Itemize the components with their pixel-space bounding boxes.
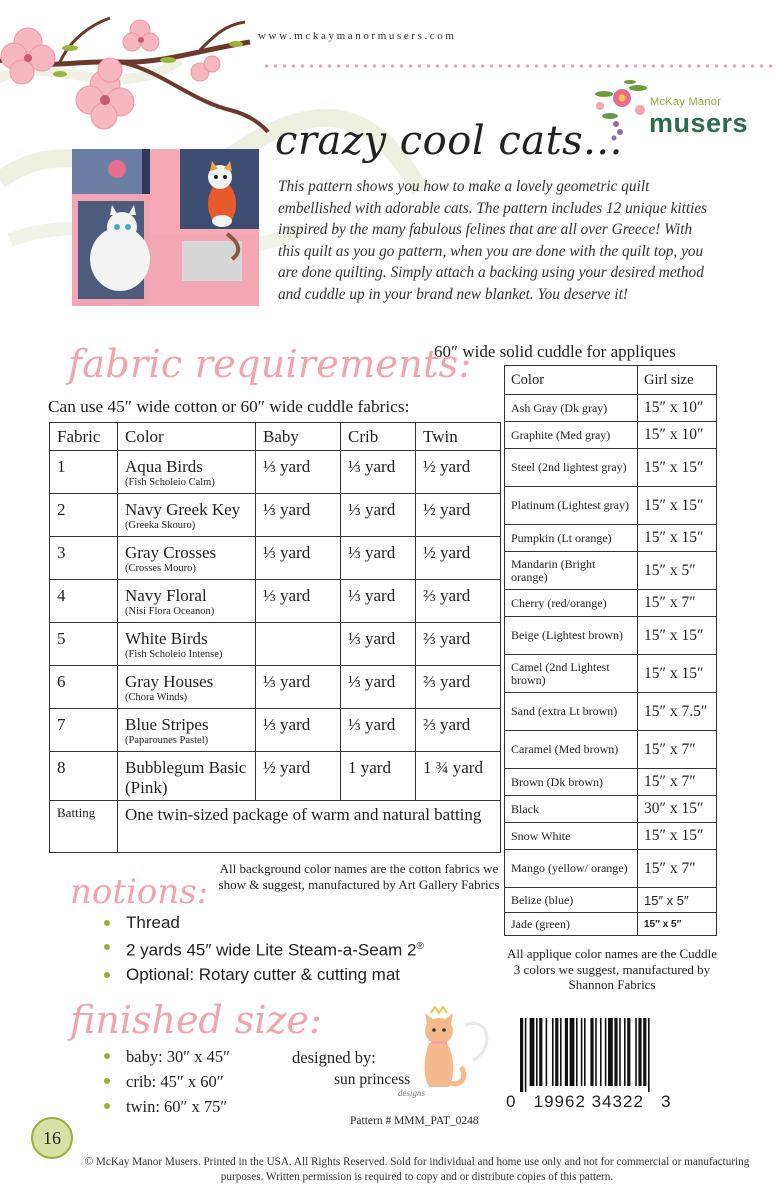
applique-size: 15″ x 10″ bbox=[638, 395, 717, 422]
fabric-requirements-heading: fabric requirements: bbox=[68, 342, 472, 386]
table-row bbox=[505, 796, 717, 823]
table-row bbox=[505, 395, 717, 422]
table-header-row bbox=[505, 366, 717, 395]
list-item: Optional: Rotary cutter & cutting mat bbox=[100, 963, 424, 987]
fabric-note-top: Can use 45″ wide cotton or 60″ wide cuddle fabrics: bbox=[48, 397, 410, 416]
barcode-bar bbox=[525, 1018, 527, 1092]
applique-size: 15″ x 10″ bbox=[638, 422, 717, 449]
notions-list bbox=[100, 911, 424, 987]
fabric-number: 1 bbox=[50, 451, 118, 494]
barcode-bar bbox=[576, 1018, 578, 1086]
batting-text: One twin-sized package of warm and natural batting bbox=[118, 801, 501, 853]
logo-text-big: musers bbox=[649, 108, 749, 138]
applique-size: 15″ x 15″ bbox=[638, 655, 717, 693]
applique-size: 15″ x 15″ bbox=[638, 449, 717, 487]
table-row bbox=[50, 494, 501, 537]
list-item: baby: 30″ x 45″ bbox=[100, 1044, 230, 1069]
list-item bbox=[100, 935, 424, 963]
barcode-bar bbox=[638, 1018, 641, 1086]
barcode bbox=[520, 1018, 715, 1092]
color-subname: (Crosses Mouro) bbox=[125, 563, 196, 574]
applique-color: Black bbox=[505, 796, 638, 823]
color-name: Gray Houses bbox=[125, 672, 214, 691]
table-row bbox=[505, 617, 717, 655]
applique-fabric-note: All applique color names are the Cuddle 3 colors we suggest, manufactured by Shannon Fabrics bbox=[506, 946, 718, 992]
baby-amount: ½ yard bbox=[256, 752, 341, 801]
fabric-color: Bubblegum Basic (Pink) bbox=[118, 752, 256, 801]
applique-color: Pumpkin (Lt orange) bbox=[505, 525, 638, 552]
applique-size: 15″ x 7″ bbox=[638, 590, 717, 617]
column-header: Fabric bbox=[50, 423, 118, 451]
table-row bbox=[50, 580, 501, 623]
column-header: Color bbox=[118, 423, 256, 451]
table-row bbox=[505, 552, 717, 590]
table-row bbox=[505, 913, 717, 936]
column-header: Color bbox=[505, 366, 638, 395]
table-row bbox=[505, 525, 717, 552]
barcode-bar bbox=[552, 1018, 554, 1086]
twin-amount: ⅔ yard bbox=[416, 580, 501, 623]
twin-amount: ⅔ yard bbox=[416, 709, 501, 752]
table-row bbox=[50, 451, 501, 494]
dotted-divider bbox=[262, 63, 777, 69]
barcode-bar bbox=[555, 1018, 558, 1086]
crib-amount: 1 yard bbox=[341, 752, 416, 801]
color-name: White Birds bbox=[125, 629, 208, 648]
logo-text-small: McKay Manor bbox=[650, 96, 722, 108]
fabric-color bbox=[118, 666, 256, 709]
crib-amount: ⅓ yard bbox=[341, 494, 416, 537]
finished-size-heading: finished size: bbox=[70, 998, 322, 1042]
applique-color: Jade (green) bbox=[505, 913, 638, 936]
color-name: Gray Crosses bbox=[125, 543, 217, 562]
barcode-bar bbox=[614, 1018, 617, 1086]
fabric-table bbox=[49, 422, 501, 853]
barcode-bar bbox=[619, 1018, 621, 1086]
applique-size: 15″ x 7″ bbox=[638, 769, 717, 796]
table-row bbox=[505, 487, 717, 525]
fabric-number: 2 bbox=[50, 494, 118, 537]
page-title: crazy cool cats... bbox=[275, 118, 623, 164]
finished-size-list bbox=[100, 1044, 230, 1119]
fabric-number: 3 bbox=[50, 537, 118, 580]
fabric-number: 8 bbox=[50, 752, 118, 801]
color-name: Blue Stripes bbox=[125, 715, 209, 734]
applique-size: 15″ x 7″ bbox=[638, 850, 717, 888]
twin-amount: ½ yard bbox=[416, 494, 501, 537]
applique-color: Belize (blue) bbox=[505, 888, 638, 913]
baby-amount: ⅓ yard bbox=[256, 451, 341, 494]
applique-color: Camel (2nd Lightest brown) bbox=[505, 655, 638, 693]
applique-color: Snow White bbox=[505, 823, 638, 850]
cuddle-heading: 60″ wide solid cuddle for appliques bbox=[434, 342, 676, 361]
page-number: 16 bbox=[31, 1117, 73, 1159]
sun-princess-cat-logo bbox=[405, 1005, 495, 1100]
table-row bbox=[50, 666, 501, 709]
baby-amount: ⅓ yard bbox=[256, 494, 341, 537]
registered-mark: ® bbox=[416, 941, 424, 952]
baby-amount: ⅓ yard bbox=[256, 666, 341, 709]
baby-amount: ⅓ yard bbox=[256, 580, 341, 623]
copyright-notice: © McKay Manor Musers. Printed in the USA. All Rights Reserved. Sold for individual and home use only and not for commercial or manufacturing purposes. Written permission is required to copy and or distribute copies of this pattern. bbox=[84, 1156, 750, 1183]
table-row bbox=[50, 752, 501, 801]
barcode-bar bbox=[584, 1018, 586, 1086]
crib-amount: ⅓ yard bbox=[341, 537, 416, 580]
pattern-description: This pattern shows you how to make a lovely geometric quilt embellished with adorable cats. The pattern includes 12 unique kitties inspired by the many fabulous felines that are all over Greece! With this quilt as you go pattern, when you are done with the quilt top, you are done quilting. Simply attach a backing using your desired method and cuddle up in your brand new blanket. You deserve it! bbox=[278, 178, 708, 303]
background-fabric-note: All background color names are the cotton fabrics we show & suggest, manufactured by Art Gallery Fabrics bbox=[218, 861, 500, 892]
table-row bbox=[50, 623, 501, 666]
applique-color: Caramel (Med brown) bbox=[505, 731, 638, 769]
applique-size: 15″ x 5″ bbox=[638, 913, 717, 936]
barcode-bar bbox=[643, 1018, 646, 1086]
twin-amount: 1 ¾ yard bbox=[416, 752, 501, 801]
applique-size: 15″ x 7.5″ bbox=[638, 693, 717, 731]
fabric-color bbox=[118, 580, 256, 623]
barcode-bar bbox=[648, 1018, 650, 1092]
applique-color: Ash Gray (Dk gray) bbox=[505, 395, 638, 422]
barcode-bar bbox=[560, 1018, 562, 1086]
crib-amount: ⅓ yard bbox=[341, 666, 416, 709]
fabric-number: 7 bbox=[50, 709, 118, 752]
batting-row bbox=[50, 801, 501, 853]
barcode-bar bbox=[590, 1018, 593, 1086]
list-item: Thread bbox=[100, 911, 424, 935]
fabric-color bbox=[118, 709, 256, 752]
table-row bbox=[505, 590, 717, 617]
applique-size: 15″ x 7″ bbox=[638, 731, 717, 769]
crib-amount: ⅓ yard bbox=[341, 580, 416, 623]
twin-amount: ⅔ yard bbox=[416, 623, 501, 666]
applique-color: Brown (Dk brown) bbox=[505, 769, 638, 796]
barcode-bar bbox=[565, 1018, 568, 1086]
table-row bbox=[505, 449, 717, 487]
color-name: Navy Floral bbox=[125, 586, 207, 605]
applique-color: Sand (extra Lt brown) bbox=[505, 693, 638, 731]
crib-amount: ⅓ yard bbox=[341, 451, 416, 494]
baby-amount: ⅓ yard bbox=[256, 709, 341, 752]
applique-size: 15″ x 5″ bbox=[638, 888, 717, 913]
applique-color: Beige (Lightest brown) bbox=[505, 617, 638, 655]
color-subname: (Paparounes Pastel) bbox=[125, 735, 209, 746]
barcode-bar bbox=[635, 1018, 637, 1086]
website-url[interactable]: www.mckaymanormusers.com bbox=[258, 30, 457, 42]
applique-size: 15″ x 15″ bbox=[638, 823, 717, 850]
applique-size: 15″ x 15″ bbox=[638, 617, 717, 655]
table-row bbox=[50, 709, 501, 752]
applique-color: Graphite (Med gray) bbox=[505, 422, 638, 449]
barcode-bar bbox=[605, 1018, 607, 1086]
applique-size: 15″ x 5″ bbox=[638, 552, 717, 590]
twin-amount: ½ yard bbox=[416, 451, 501, 494]
applique-size: 30″ x 15″ bbox=[638, 796, 717, 823]
notions-heading: notions: bbox=[70, 872, 209, 912]
table-row bbox=[50, 537, 501, 580]
pattern-number: Pattern # MMM_PAT_0248 bbox=[350, 1115, 479, 1127]
applique-color: Mango (yellow/ orange) bbox=[505, 850, 638, 888]
table-header-row bbox=[50, 423, 501, 451]
list-item-text: 2 yards 45″ wide Lite Steam-a-Seam 2 bbox=[126, 940, 417, 960]
list-item: crib: 45″ x 60″ bbox=[100, 1069, 230, 1094]
column-header: Crib bbox=[341, 423, 416, 451]
barcode-bar bbox=[520, 1018, 523, 1092]
baby-amount bbox=[256, 623, 341, 666]
barcode-bar bbox=[581, 1018, 583, 1086]
fabric-number: 6 bbox=[50, 666, 118, 709]
barcode-bar bbox=[530, 1018, 535, 1086]
barcode-number: 0 19962 34322 3 bbox=[506, 1092, 672, 1111]
fabric-color bbox=[118, 451, 256, 494]
table-row bbox=[505, 655, 717, 693]
table-row bbox=[505, 731, 717, 769]
color-subname: (Fish Scholeio Intense) bbox=[125, 649, 223, 660]
crib-amount: ⅓ yard bbox=[341, 709, 416, 752]
list-item: twin: 60″ x 75″ bbox=[100, 1094, 230, 1119]
applique-color: Mandarin (Bright orange) bbox=[505, 552, 638, 590]
table-row bbox=[505, 888, 717, 913]
table-row bbox=[505, 693, 717, 731]
batting-label: Batting bbox=[50, 801, 118, 853]
applique-color: Platinum (Lightest gray) bbox=[505, 487, 638, 525]
cherry-blossom-branch bbox=[0, 0, 300, 160]
barcode-bar bbox=[546, 1018, 548, 1086]
table-row bbox=[505, 422, 717, 449]
baby-amount: ⅓ yard bbox=[256, 537, 341, 580]
designer-sub: designs bbox=[398, 1088, 425, 1098]
barcode-bar bbox=[595, 1018, 597, 1086]
color-name: Aqua Birds bbox=[125, 457, 203, 476]
fabric-color bbox=[118, 494, 256, 537]
color-subname: (Nisi Flora Oceanon) bbox=[125, 606, 215, 617]
designer-name: sun princess bbox=[334, 1071, 411, 1088]
fabric-color bbox=[118, 623, 256, 666]
barcode-bar bbox=[600, 1018, 602, 1086]
twin-amount: ⅔ yard bbox=[416, 666, 501, 709]
column-header: Baby bbox=[256, 423, 341, 451]
table-row bbox=[505, 823, 717, 850]
color-subname: (Greeka Skouro) bbox=[125, 520, 196, 531]
color-name: Navy Greek Key bbox=[125, 500, 241, 519]
crib-amount: ⅓ yard bbox=[341, 623, 416, 666]
barcode-bar bbox=[570, 1018, 575, 1086]
color-subname: (Chora Winds) bbox=[125, 692, 188, 703]
designed-by-label: designed by: bbox=[292, 1048, 376, 1067]
column-header: Twin bbox=[416, 423, 501, 451]
table-row bbox=[505, 850, 717, 888]
applique-color: Steel (2nd lightest gray) bbox=[505, 449, 638, 487]
quilt-cats-illustration bbox=[72, 149, 259, 306]
column-header: Girl size bbox=[638, 366, 717, 395]
barcode-bar bbox=[536, 1018, 538, 1086]
cuddle-table bbox=[504, 365, 717, 936]
table-row bbox=[505, 769, 717, 796]
applique-size: 15″ x 15″ bbox=[638, 525, 717, 552]
barcode-bar bbox=[539, 1018, 542, 1086]
twin-amount: ½ yard bbox=[416, 537, 501, 580]
fabric-color bbox=[118, 537, 256, 580]
color-subname: (Fish Scholeio Calm) bbox=[125, 477, 215, 488]
barcode-bar bbox=[624, 1018, 626, 1086]
barcode-bar bbox=[608, 1018, 613, 1086]
fabric-number: 5 bbox=[50, 623, 118, 666]
fabric-number: 4 bbox=[50, 580, 118, 623]
applique-size: 15″ x 15″ bbox=[638, 487, 717, 525]
barcode-bar bbox=[627, 1018, 630, 1086]
applique-color: Cherry (red/orange) bbox=[505, 590, 638, 617]
